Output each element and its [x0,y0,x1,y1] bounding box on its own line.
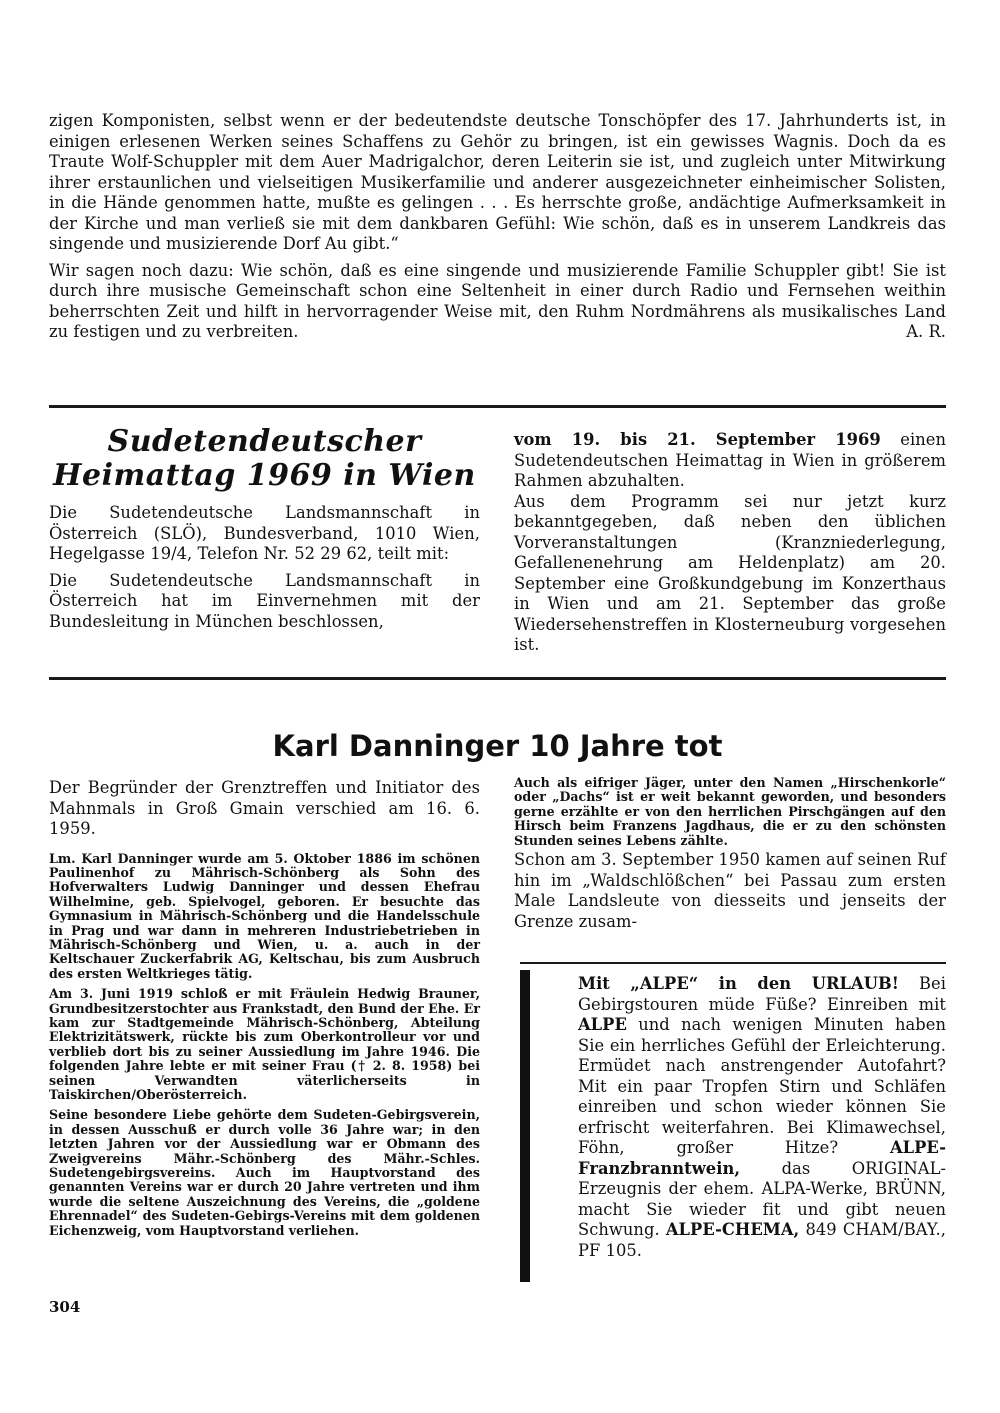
heimattag-right-paragraph-1-text: einen Sudetendeutschen Heimattag in Wien in größerem Rahmen abzuhalten. [514,430,946,490]
danninger-title: Karl Danninger 10 Jahre tot [272,729,723,763]
section-divider-1 [49,405,946,408]
heimattag-paragraph-2: Die Sudetendeutsche Landsmannschaft in Österreich hat im Einvernehmen mit der Bundesleitung in München beschlossen, [49,570,480,631]
alpe-advertisement [520,964,946,1282]
danninger-right-paragraph: Schon am 3. September 1950 kamen auf seinen Ruf hin im „Waldschlößchen“ bei Passau zum ersten Male Landsleute von diesseits und jenseits der Grenze zusam- [514,850,946,931]
danninger-right-small-paragraph: Auch als eifriger Jäger, unter den Namen „Hirschenkorle“ oder „Dachs“ ist er weit bekannt geworden, und besonders gerne erzählte er von den herrlichen Pirschgängen auf den Hirsch beim Franzens Jagdhaus, die er zu den schönsten Stunden seines Lebens zählte. [514,775,946,848]
heimattag-left-column [49,425,480,632]
ad-address: 849 CHAM/BAY., PF 105. [578,1220,947,1260]
danninger-left-column [49,778,480,1238]
top-article [49,111,946,343]
heimattag-title-line-2: Heimattag 1969 in Wien [53,458,476,493]
top-article-paragraph-2-text: Wir sagen noch dazu: Wie schön, daß es eine singende und musizierende Familie Schuppler gibt! Sie ist durch ihre musische Gemeinschaft schon eine Seltenheit in einer durch Radio und Fernsehen weithin beherrschten Zeit und hilft in hervorragender Weise mit, den Ruhm Nordmährens als musikalisches Land zu festigen und zu verbreiten. [49,260,946,341]
ad-product: ALPE-Franzbranntwein, [578,1138,946,1178]
heimattag-title-line-1: Sudetendeutscher [107,424,422,459]
ad-headline: Mit „ALPE“ in den URLAUB! [578,974,899,993]
danninger-paragraph-3: Seine besondere Liebe gehörte dem Sudeten-Gebirgsverein, in dessen Ausschuß er durch volle 36 Jahre war; in den letzten Jahren vor der Aussiedlung war er Obmann des Zweigvereins Mähr.-Schönberg des Mähr.-Schles. Sudetengebirgsvereins. Auch im Hauptvorstand des genannten Vereins war er durch 20 Jahre vertreten und ihm wurde die seltene Auszeichnung des Vereins, die „goldene Ehrennadel“ des Sudeten-Gebirgs-Vereins mit dem goldenen Eichenzweig, vom Hauptvorstand verliehen. [49,1107,480,1238]
ad-text-3: das ORIGINAL-Erzeugnis der ehem. ALPA-Werke, BRÜNN, macht Sie wieder fit und gibt neuen Schwung. [578,1158,946,1239]
heimattag-right-paragraph-2: Aus dem Programm sei nur jetzt kurz bekanntgegeben, daß neben den üblichen Vorveranstaltungen (Kranzniederlegung, Gefallenenehrung am Heldenplatz) am 20. September eine Großkundgebung im Konzerthaus in Wien und am 21. September das große Wiedersehenstreffen in Klosterneuburg vorgesehen ist. [514,491,946,654]
ad-brand: ALPE [578,1015,627,1034]
top-article-paragraph-2 [49,261,946,343]
danninger-paragraph-2: Am 3. Juni 1919 schloß er mit Fräulein Hedwig Brauner, Grundbesitzerstochter aus Frankstadt, den Bund der Ehe. Er kam zur Stadtgemeinde Mährisch-Schönberg, Abteilung Elektrizitätswerk, rückte bis zum Oberkontrolleur vor und verblieb dort bis zu seiner Aussiedlung im Jahre 1946. Die folgenden Jahre lebte er mit seiner Frau († 2. 8. 1958) bei seinen Verwandten väterlicherseits in Taiskirchen/Oberösterreich. [49,986,480,1102]
heimattag-title [49,425,480,493]
heimattag-paragraph-1: Die Sudetendeutsche Landsmannschaft in Österreich (SLÖ), Bundesverband, 1010 Wien, Hegelgasse 19/4, Telefon Nr. 52 29 62, teilt mit: [49,503,480,563]
danninger-paragraph-1: Lm. Karl Danninger wurde am 5. Oktober 1886 im schönen Paulinenhof zu Mährisch-Schönberg als Sohn des Hofverwalters Ludwig Danninger und dessen Ehefrau Wilhelmine, geb. Spielvogel, geboren. Er besuchte das Gymnasium in Mährisch-Schönberg und die Handelsschule in Prag und war dann in mehreren Industriebetrieben in Mährisch-Schönberg und Wien, u. a. auch in der Keltschauer Zuckerfabrik AG, Keltschau, bis zum Ausbruch des ersten Weltkrieges tätig. [49,850,480,981]
author-signature: A. R. [906,322,946,341]
page-number: 304 [49,1298,81,1316]
section-divider-2 [49,677,946,680]
heimattag-right-paragraph-1 [514,430,946,492]
ad-company: ALPE-CHEMA, [665,1220,800,1239]
ad-text-2: und nach wenigen Minuten haben Sie ein herrliches Gefühl der Erleichterung. Ermüdet nach anstrengender Autofahrt? Mit ein paar Tropfen Stirn und Schläfen einreiben und schon wieder können Sie erfrischt weiterfahren. Bei Klimawechsel, Föhn, großer Hitze? [578,1015,946,1157]
danninger-lead: Der Begründer der Grenztreffen und Initiator des Mahnmals in Groß Gmain verschied am 16. 6. 1959. [49,778,480,838]
heimattag-date: vom 19. bis 21. September 1969 [514,430,881,449]
heimattag-right-column [514,430,946,656]
advertisement-side-bar [520,970,530,1282]
top-article-paragraph-1: zigen Komponisten, selbst wenn er der bedeutendste deutsche Tonschöpfer des 17. Jahrhunderts ist, in einigen erlesenen Werken seines Schaffens zu Gehör zu bringen, ist ein gewisses Wagnis. Doch da es Traute Wolf-Schuppler mit dem Auer Madrigalchor, deren Leiterin sie ist, und zugleich unter Mitwirkung ihrer erstaunlichen und vielseitigen Musikerfamilie und anderer ausgezeichneter einheimischer Solisten, in die Hände genommen hatte, mußte es gelingen . . . Es herrschte große, andächtige Aufmerksamkeit in der Kirche und man verließ sie mit dem dankbaren Gefühl: Wie schön, daß es in unserem Landkreis das singende und musizierende Dorf Au gibt.“ [49,111,946,253]
ad-text-1: Bei Gebirgstouren müde Füße? Einreiben mit [578,974,946,1014]
advertisement-text [578,974,946,1261]
danninger-right-column [514,776,946,932]
